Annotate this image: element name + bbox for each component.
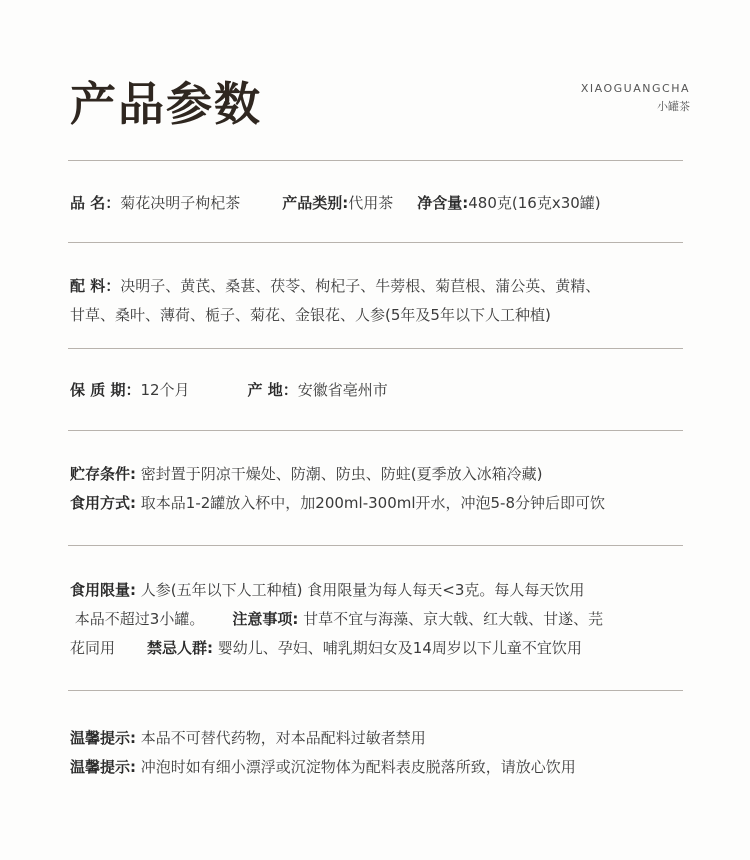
ingredients-line-2: 甘草、桑叶、薄荷、栀子、菊花、金银花、人参(5年及5年以下人工种植) (70, 306, 551, 324)
divider (68, 348, 683, 349)
basic-info-section (70, 189, 710, 218)
ingredients-line-1: 决明子、黄芪、桑葚、茯苓、枸杞子、牛蒡根、菊苣根、蒲公英、黄精、 (120, 277, 601, 295)
tip-1-value: 本品不可替代药物，对本品配料过敏者禁用 (140, 729, 426, 747)
brand-logo (581, 82, 690, 115)
shelf-life-label: 保 质 期： (70, 381, 141, 399)
tip-2-label: 温馨提示: (70, 758, 136, 776)
limits-section (70, 576, 710, 663)
tips-section (70, 724, 710, 782)
method-label: 食用方式: (70, 494, 136, 512)
net-content-label: 净含量: (417, 194, 469, 212)
origin-value: 安徽省亳州市 (297, 381, 388, 399)
divider (68, 690, 683, 691)
shelf-life-value: 12个月 (140, 381, 190, 399)
limit-value-2: 本品不超过3小罐。 (74, 610, 205, 628)
divider (68, 545, 683, 546)
brand-name-en: XIAOGUANGCHA (580, 82, 690, 95)
divider (68, 160, 683, 161)
storage-label: 贮存条件: (70, 465, 136, 483)
method-value: 取本品1-2罐放入杯中，加200ml-300ml开水，冲泡5-8分钟后即可饮 (140, 494, 606, 512)
shelf-origin-section (70, 376, 710, 405)
usage-section (70, 460, 710, 518)
name-label: 品 名： (70, 194, 121, 212)
notice-value-2: 花同用 (70, 639, 116, 657)
ingredients-label: 配 料： (70, 277, 121, 295)
taboo-label: 禁忌人群: (147, 639, 214, 657)
tip-1-label: 温馨提示: (70, 729, 136, 747)
notice-label: 注意事项: (232, 610, 299, 628)
notice-value-1: 甘草不宜与海藻、京大戟、红大戟、甘遂、芫 (303, 610, 604, 628)
ingredients-section (70, 272, 710, 330)
tip-2-value: 冲泡时如有细小漂浮或沉淀物体为配料表皮脱落所致，请放心饮用 (140, 758, 576, 776)
divider (68, 430, 683, 431)
origin-label: 产 地： (247, 381, 298, 399)
limit-label: 食用限量: (70, 581, 136, 599)
page-title: 产品参数 (70, 77, 262, 131)
storage-value: 密封置于阴凉干燥处、防潮、防虫、防蛀(夏季放入冰箱冷藏) (140, 465, 543, 483)
name-value: 菊花决明子枸杞茶 (120, 194, 241, 212)
brand-name-cn: 小罐茶 (657, 100, 690, 113)
category-value: 代用茶 (348, 194, 394, 212)
taboo-value: 婴幼儿、孕妇、哺乳期妇女及14周岁以下儿童不宜饮用 (217, 639, 582, 657)
divider (68, 242, 683, 243)
category-label: 产品类别: (282, 194, 349, 212)
limit-value-1: 人参(五年以下人工种植) 食用限量为每人每天<3克。每人每天饮用 (140, 581, 585, 599)
net-content-value: 480克(16克x30罐) (468, 194, 601, 212)
